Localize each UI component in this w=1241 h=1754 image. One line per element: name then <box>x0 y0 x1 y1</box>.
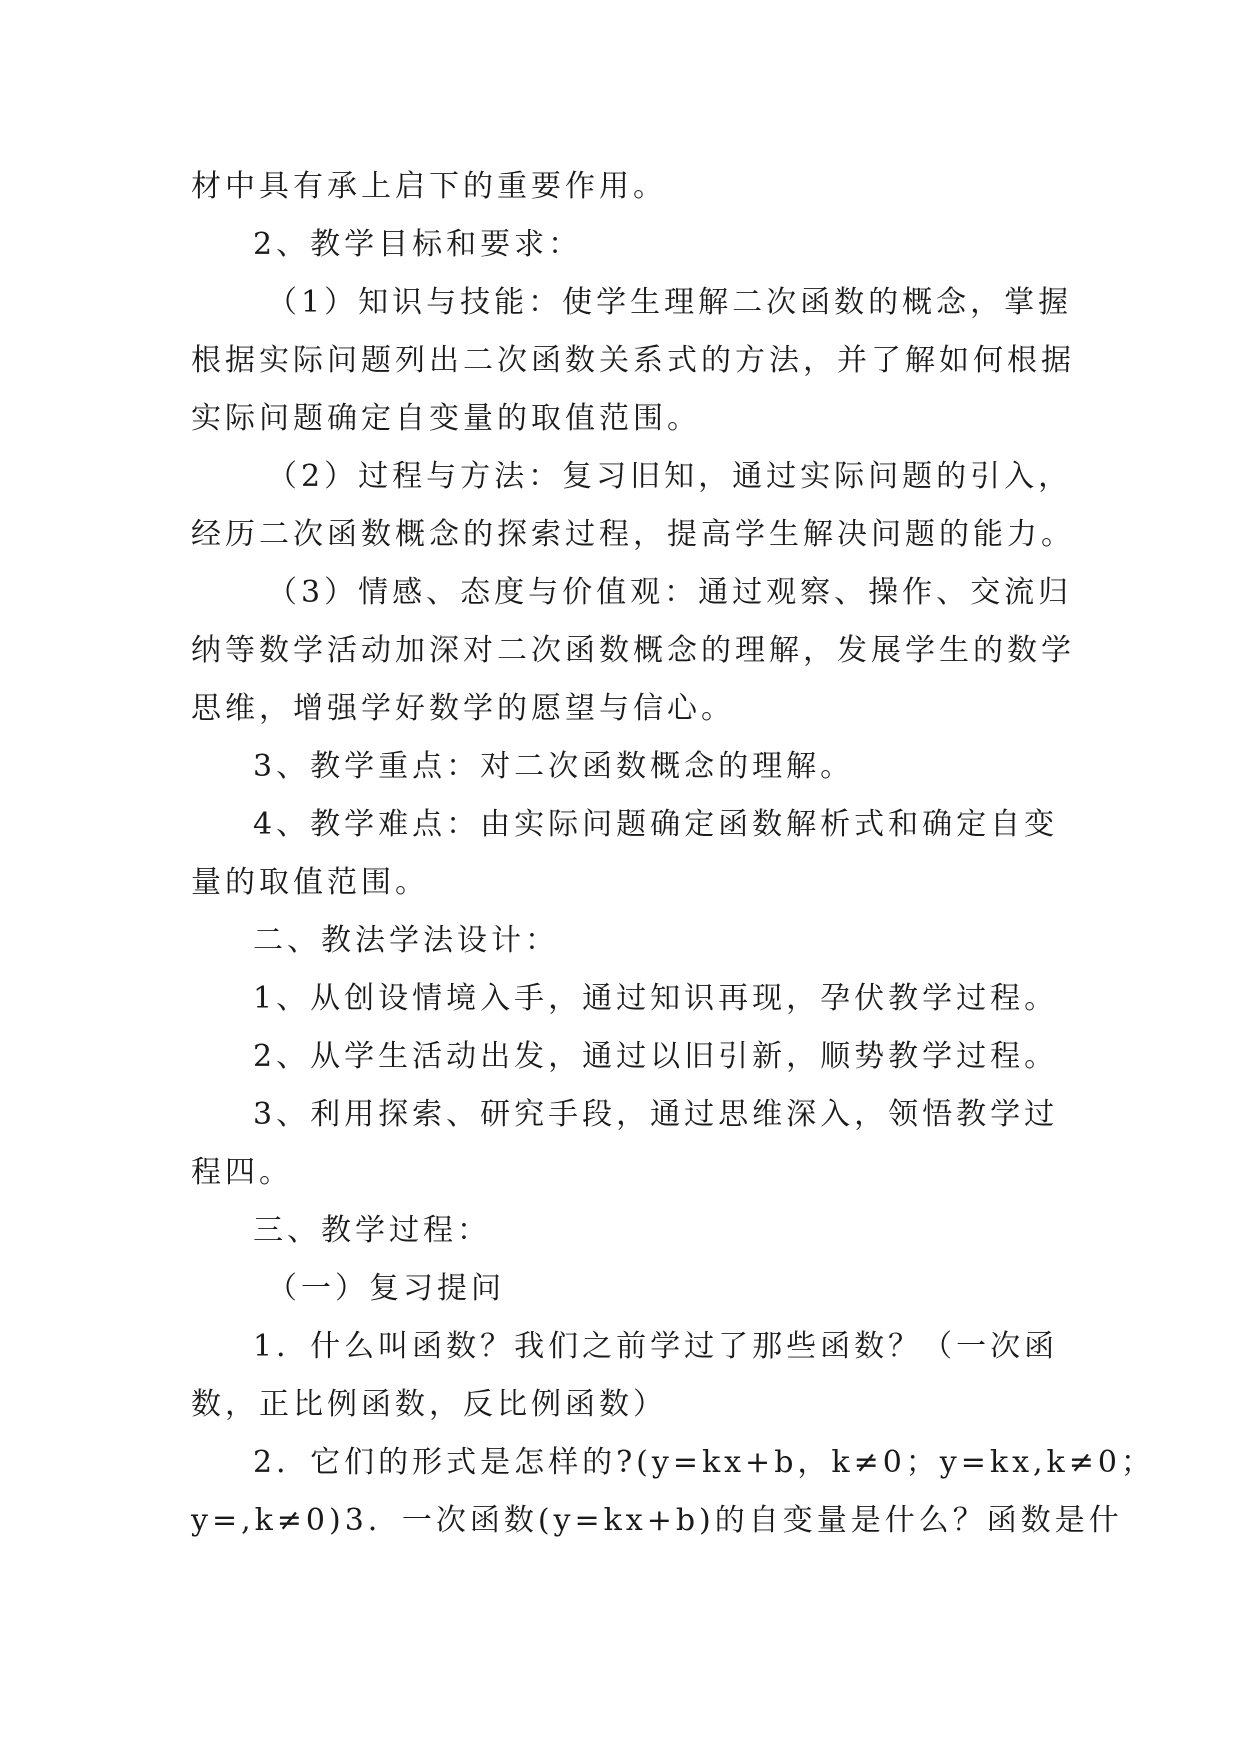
text-line: 经历二次函数概念的探索过程，提高学生解决问题的能力。 <box>191 517 1075 552</box>
list-item: 1、从创设情境入手，通过知识再现，孕伏教学过程。 <box>253 981 1059 1016</box>
section-heading: 二、教法学法设计： <box>253 923 559 958</box>
text-line: （2）过程与方法：复习旧知，通过实际问题的引入， <box>267 459 1073 494</box>
text-line: 材中具有承上启下的重要作用。 <box>191 169 667 204</box>
text-line: （1）知识与技能：使学生理解二次函数的概念，掌握 <box>267 285 1073 320</box>
section-heading: 4、教学难点：由实际问题确定函数解析式和确定自变 <box>253 807 1059 842</box>
text-line: 量的取值范围。 <box>191 865 429 900</box>
text-line: 实际问题确定自变量的取值范围。 <box>191 401 701 436</box>
text-line: （3）情感、态度与价值观：通过观察、操作、交流归 <box>267 575 1073 610</box>
section-heading: 3、教学重点：对二次函数概念的理解。 <box>253 749 855 784</box>
question-item: 1．什么叫函数？我们之前学过了那些函数？（一次函 <box>253 1329 1059 1364</box>
document-body <box>191 158 1155 1550</box>
text-line: 纳等数学活动加深对二次函数概念的理解，发展学生的数学 <box>191 633 1075 668</box>
text-line: 思维，增强学好数学的愿望与信心。 <box>191 691 735 726</box>
section-heading: 三、教学过程： <box>253 1213 491 1248</box>
list-item: 2、从学生活动出发，通过以旧引新，顺势教学过程。 <box>253 1039 1059 1074</box>
subsection-heading: （一）复习提问 <box>267 1271 505 1306</box>
text-line: y=,k≠0)3．一次函数(y=kx+b)的自变量是什么？函数是什 <box>191 1503 1123 1538</box>
list-item: 3、利用探索、研究手段，通过思维深入，领悟教学过 <box>253 1097 1059 1132</box>
text-line: 程四。 <box>191 1155 293 1190</box>
text-line: 数，正比例函数，反比例函数） <box>191 1387 667 1422</box>
section-heading: 2、教学目标和要求： <box>253 227 583 262</box>
text-line: 根据实际问题列出二次函数关系式的方法，并了解如何根据 <box>191 343 1075 378</box>
question-item: 2．它们的形式是怎样的?(y=kx+b，k≠0；y=kx,k≠0； <box>253 1445 1155 1480</box>
